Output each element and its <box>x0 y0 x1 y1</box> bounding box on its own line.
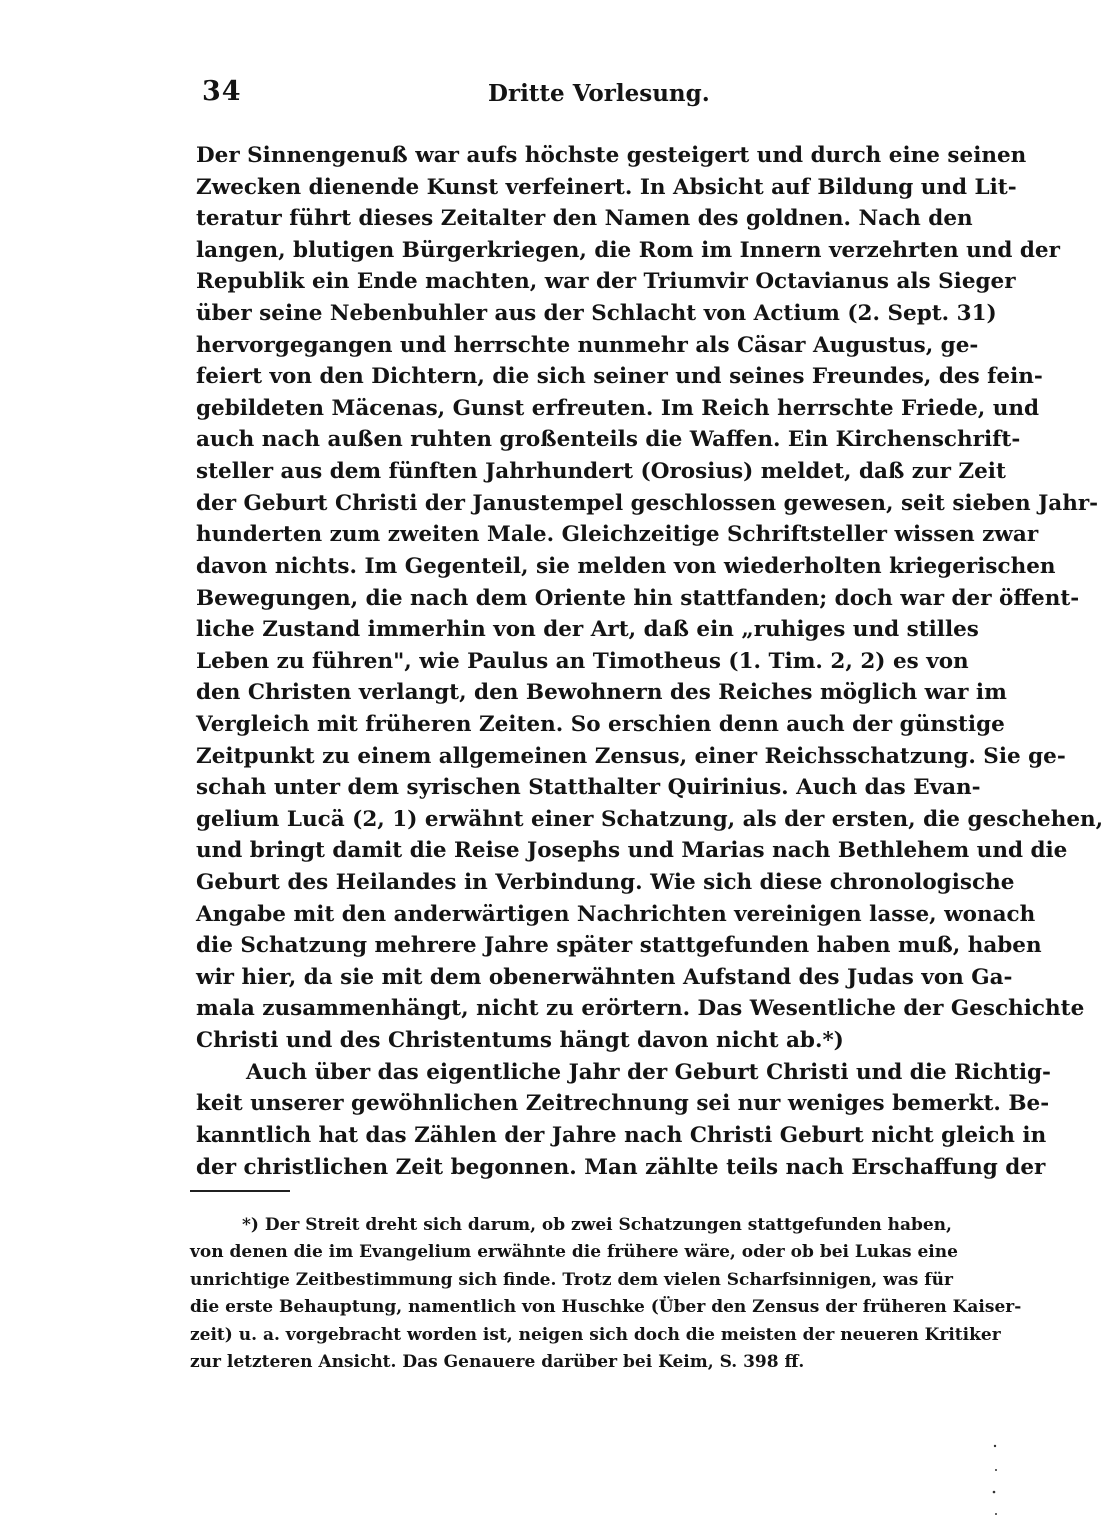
text-line: Angabe mit den anderwärtigen Nachrichten vereinigen lasse, wonach <box>196 901 1036 927</box>
text-line: wir hier, da sie mit dem obenerwähnten Aufstand des Judas von Ga- <box>196 964 1013 990</box>
page-number: 34 <box>202 76 242 107</box>
text-line: Bewegungen, die nach dem Oriente hin stattfanden; doch war der öffent- <box>196 585 1080 611</box>
text-line: der christlichen Zeit begonnen. Man zählte teils nach Erschaffung der <box>196 1154 1046 1180</box>
text-line: davon nichts. Im Gegenteil, sie melden von wiederholten kriegerischen <box>196 553 1056 579</box>
text-line: die Schatzung mehrere Jahre später stattgefunden haben muß, haben <box>196 933 1042 959</box>
main-text <box>196 140 1103 1183</box>
text-line: Geburt des Heilandes in Verbindung. Wie sich diese chronologische <box>196 870 1015 896</box>
text-line: teratur führt dieses Zeitalter den Namen des goldnen. Nach den <box>196 206 973 232</box>
text-line: gebildeten Mäcenas, Gunst erfreuten. Im Reich herrschte Friede, und <box>196 395 1040 421</box>
text-line: Zwecken dienende Kunst verfeinert. In Absicht auf Bildung und Lit- <box>196 174 1017 200</box>
text-line: den Christen verlangt, den Bewohnern des Reiches möglich war im <box>196 680 1007 706</box>
text-line: kanntlich hat das Zählen der Jahre nach Christi Geburt nicht gleich in <box>196 1122 1047 1148</box>
footnote-line: *) Der Streit dreht sich darum, ob zwei Schatzungen stattgefunden haben, <box>242 1215 952 1235</box>
text-line: der Geburt Christi der Janustempel geschlossen gewesen, seit sieben Jahr- <box>196 490 1099 516</box>
page-edge-specks <box>990 1440 1000 1532</box>
text-line: Der Sinnengenuß war aufs höchste gesteigert und durch eine seinen <box>196 143 1027 168</box>
text-line: gelium Lucä (2, 1) erwähnt einer Schatzung, als der ersten, die geschehen, <box>196 806 1103 832</box>
text-line: Vergleich mit früheren Zeiten. So erschien denn auch der günstige <box>196 711 1005 737</box>
footnote-line: zur letzteren Ansicht. Das Genauere darüber bei Keim, S. 398 ff. <box>190 1351 805 1372</box>
text-line: Republik ein Ende machten, war der Triumvir Octavianus als Sieger <box>196 269 1016 295</box>
text-line: langen, blutigen Bürgerkriegen, die Rom im Innern verzehrten und der <box>196 237 1060 263</box>
paragraph-start-line: Auch über das eigentliche Jahr der Geburt Christi und die Richtig- <box>246 1059 1051 1085</box>
footnote-line: unrichtige Zeitbestimmung sich finde. Trotz dem vielen Scharfsinnigen, was für <box>190 1269 953 1290</box>
text-line: schah unter dem syrischen Statthalter Quirinius. Auch das Evan- <box>196 775 981 801</box>
footnotes <box>190 1212 1022 1376</box>
text-line: Leben zu führen", wie Paulus an Timotheus (1. Tim. 2, 2) es von <box>196 648 969 674</box>
footnote-line: von denen die im Evangelium erwähnte die frühere wäre, oder ob bei Lukas eine <box>190 1242 958 1263</box>
text-line: über seine Nebenbuhler aus der Schlacht von Actium (2. Sept. 31) <box>196 301 997 327</box>
text-line: liche Zustand immerhin von der Art, daß ein „ruhiges und stilles <box>196 617 979 643</box>
text-line: feiert von den Dichtern, die sich seiner und seines Freundes, des fein- <box>196 364 1043 390</box>
text-line: hervorgegangen und herrschte nunmehr als Cäsar Augustus, ge- <box>196 332 979 358</box>
footnote-line: zeit) u. a. vorgebracht worden ist, neigen sich doch die meisten der neueren Kritiker <box>190 1324 1001 1345</box>
text-line: mala zusammenhängt, nicht zu erörtern. Das Wesentliche der Geschichte <box>196 996 1085 1022</box>
footnote-separator <box>190 1190 290 1192</box>
text-line: keit unserer gewöhnlichen Zeitrechnung sei nur weniges bemerkt. Be- <box>196 1091 1050 1117</box>
text-line: und bringt damit die Reise Josephs und Marias nach Bethlehem und die <box>196 838 1068 864</box>
text-line: steller aus dem fünften Jahrhundert (Orosius) meldet, daß zur Zeit <box>196 459 1006 485</box>
text-line: Christi und des Christentums hängt davon nicht ab.*) <box>196 1028 844 1054</box>
text-line: Zeitpunkt zu einem allgemeinen Zensus, einer Reichsschatzung. Sie ge- <box>196 743 1066 769</box>
footnote-line: die erste Behauptung, namentlich von Huschke (Über den Zensus der früheren Kaiser- <box>190 1297 1022 1318</box>
text-line: hunderten zum zweiten Male. Gleichzeitige Schriftsteller wissen zwar <box>196 522 1039 548</box>
text-line: auch nach außen ruhten großenteils die Waffen. Ein Kirchenschrift- <box>196 427 1021 453</box>
running-header: Dritte Vorlesung. <box>488 80 710 107</box>
